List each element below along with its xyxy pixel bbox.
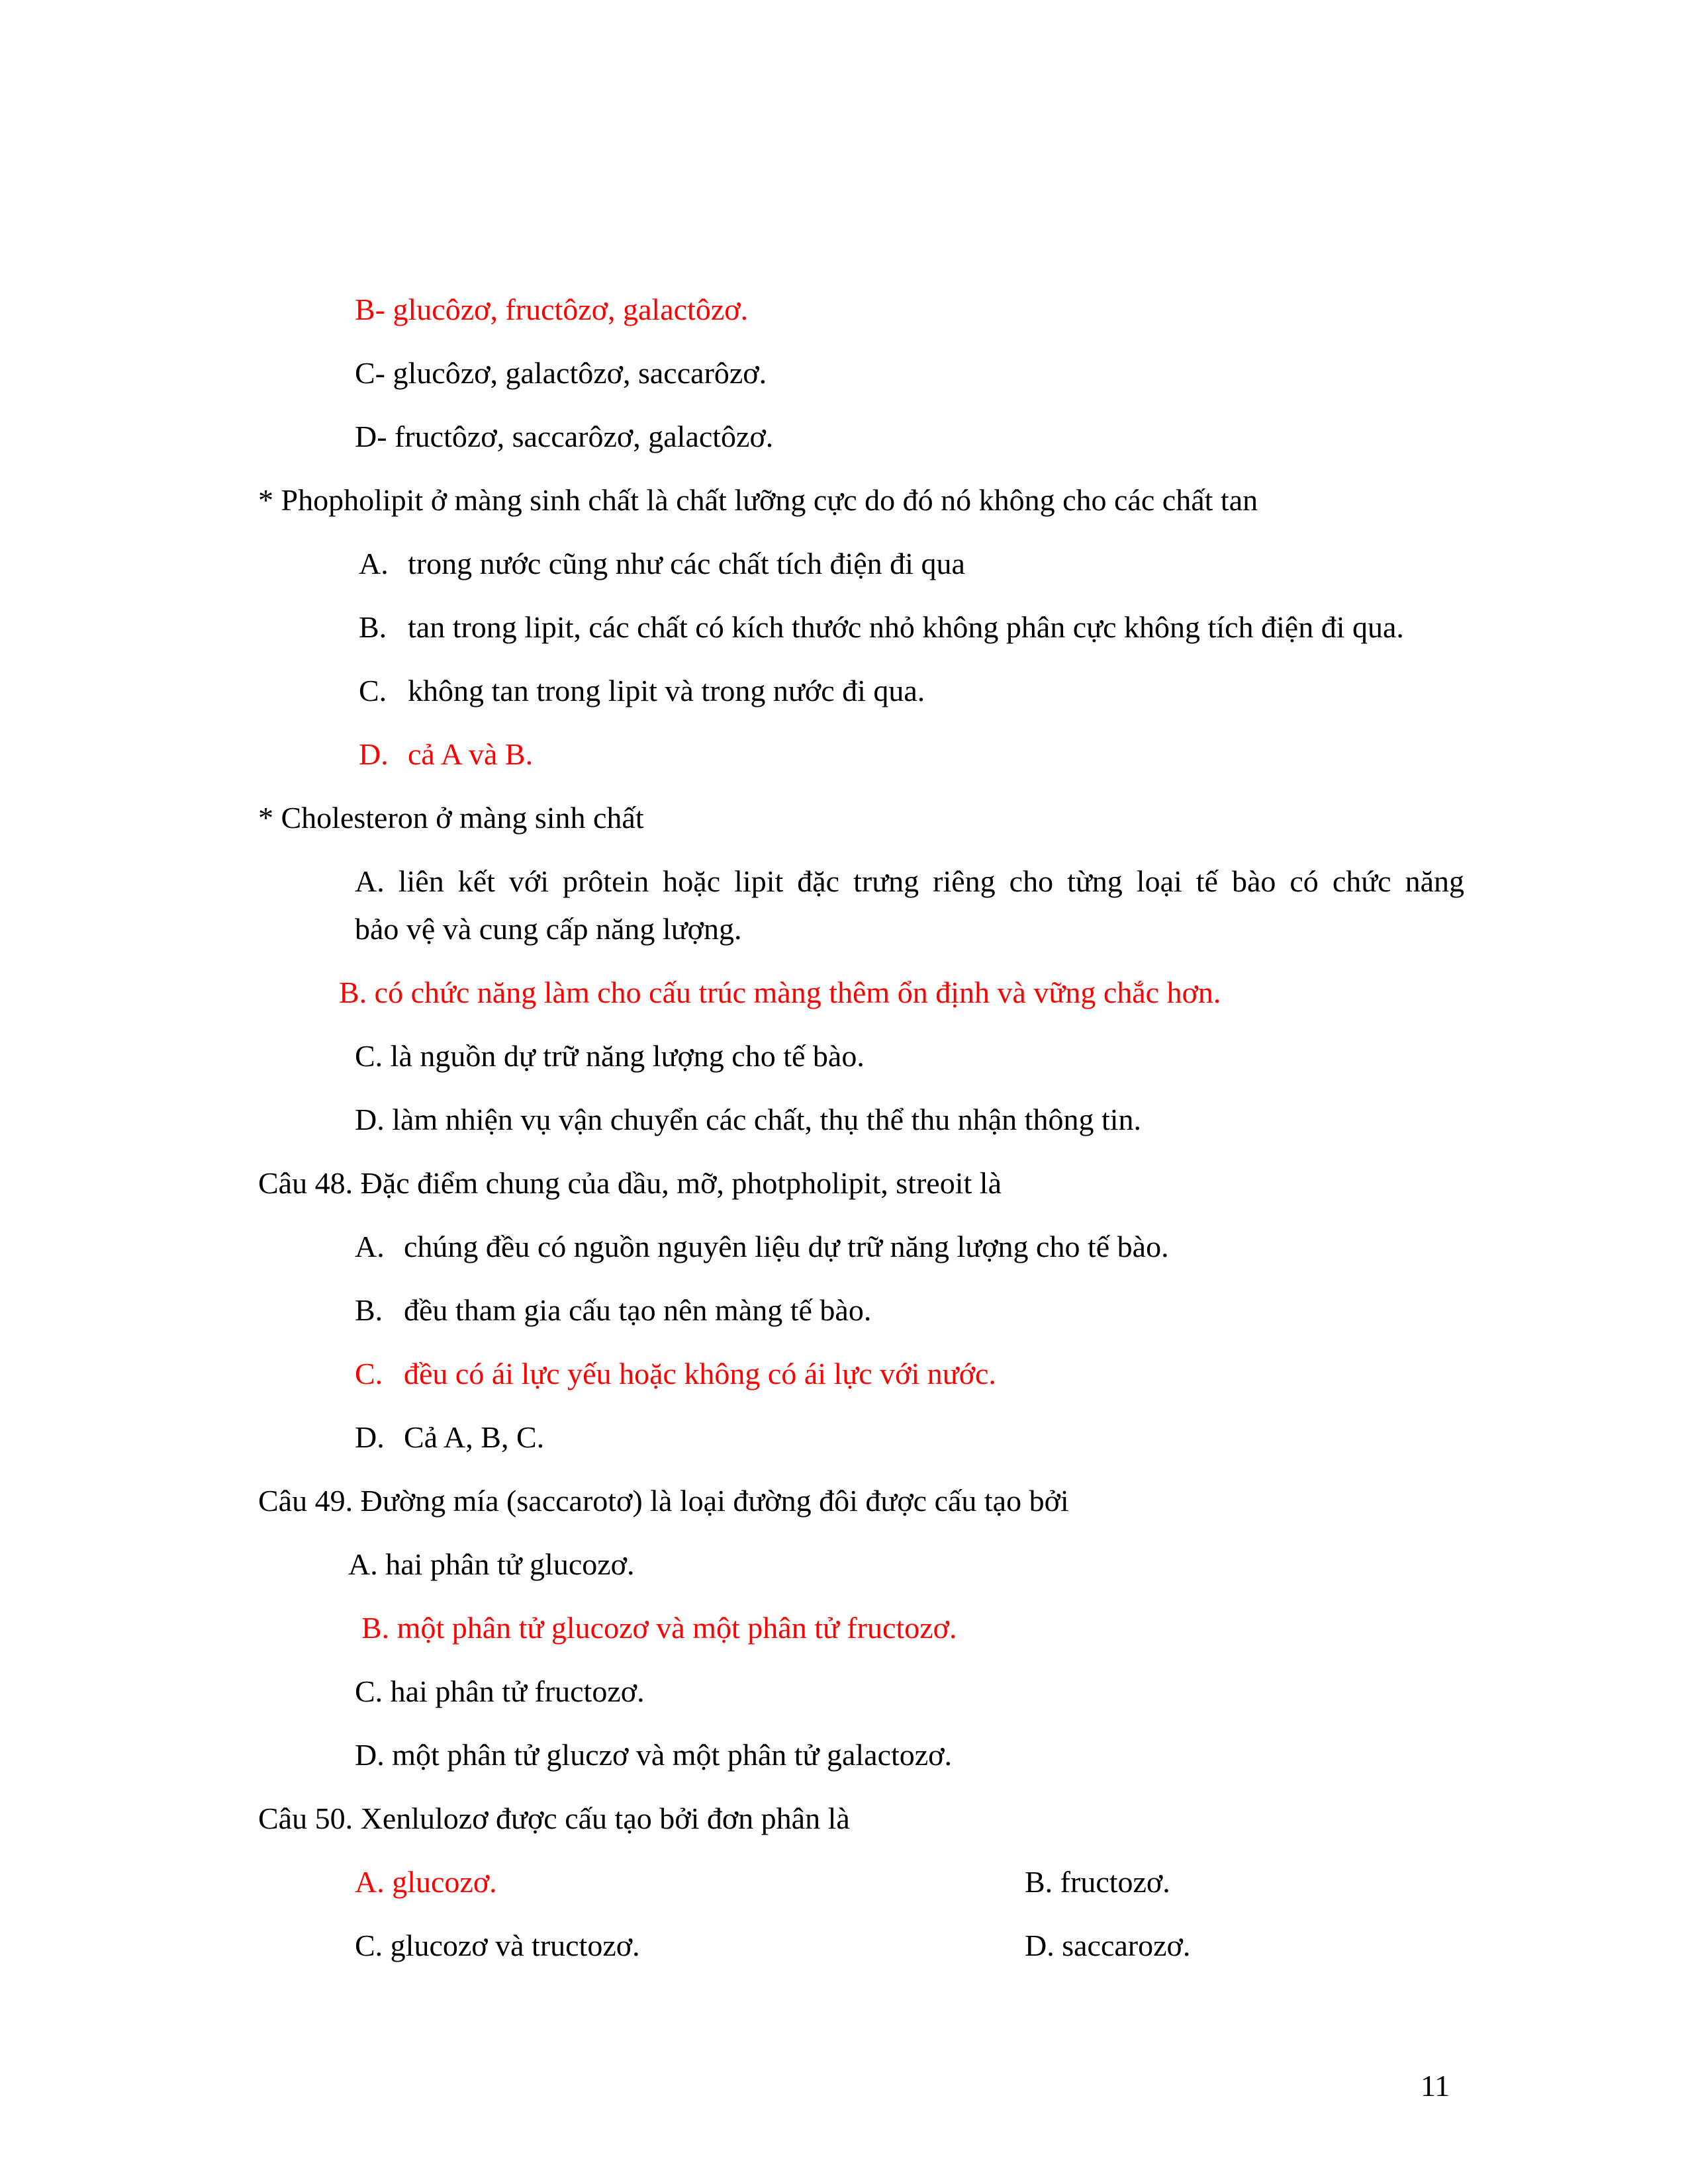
option-a-line2: bảo vệ và cung cấp năng lượng. xyxy=(355,912,742,946)
option-text: Cả A, B, C. xyxy=(404,1420,545,1454)
option-d xyxy=(355,1418,544,1457)
option-c: C. là nguồn dự trữ năng lượng cho tế bào. xyxy=(355,1039,865,1073)
option-label: A. xyxy=(355,1230,385,1263)
option-a xyxy=(359,544,965,584)
option-c: C. hai phân tử fructozơ. xyxy=(355,1674,645,1708)
option-d: D. saccarozơ. xyxy=(1025,1929,1191,1962)
option-c: C. glucozơ và tructozơ. xyxy=(355,1929,640,1962)
page-number: 11 xyxy=(1421,2069,1450,2103)
option-d: D. một phân tử gluczơ và một phân tử galactozơ. xyxy=(355,1738,953,1772)
option-text: tan trong lipit, các chất có kích thước nhỏ không phân cực không tích điện đi qua. xyxy=(408,610,1404,644)
option-a-line1: A. liên kết với prôtein hoặc lipit đặc trưng riêng cho từng loại tế bào có chức năng xyxy=(355,864,1464,898)
option-label: C. xyxy=(359,674,387,707)
question-phopholipit: * Phopholipit ở màng sinh chất là chất lưỡng cực do đó nó không cho các chất tan xyxy=(258,483,1258,517)
question-49: Câu 49. Đường mía (saccarotơ) là loại đường đôi được cấu tạo bởi xyxy=(258,1484,1069,1518)
option-d: D- fructôzơ, saccarôzơ, galactôzơ. xyxy=(355,420,774,453)
question-cholesteron: * Cholesteron ở màng sinh chất xyxy=(258,801,644,835)
option-c-correct xyxy=(355,1354,996,1394)
option-b-correct: B- glucôzơ, fructôzơ, galactôzơ. xyxy=(355,293,749,326)
option-text: trong nước cũng như các chất tích điện đi qua xyxy=(408,547,965,580)
question-50: Câu 50. Xenlulozơ được cấu tạo bởi đơn phân là xyxy=(258,1801,850,1835)
option-text: không tan trong lipit và trong nước đi qua. xyxy=(408,674,925,707)
option-d: D. làm nhiện vụ vận chuyển các chất, thụ thể thu nhận thông tin. xyxy=(355,1103,1142,1136)
option-c xyxy=(359,671,925,711)
option-label: B. xyxy=(355,1293,383,1327)
option-a: A. hai phân tử glucozơ. xyxy=(348,1547,635,1581)
option-c: C- glucôzơ, galactôzơ, saccarôzơ. xyxy=(355,356,767,390)
option-label: B. xyxy=(359,610,387,644)
question-48: Câu 48. Đặc điểm chung của dầu, mỡ, photpholipit, streoit là xyxy=(258,1166,1002,1200)
option-label: A. xyxy=(359,547,389,580)
option-b xyxy=(359,608,1404,647)
option-label: C. xyxy=(355,1357,383,1390)
option-b xyxy=(355,1291,871,1330)
option-text: đều tham gia cấu tạo nên màng tế bào. xyxy=(404,1293,872,1327)
option-text: cả A và B. xyxy=(408,737,534,771)
option-text: chúng đều có nguồn nguyên liệu dự trữ năng lượng cho tế bào. xyxy=(404,1230,1169,1263)
option-a xyxy=(355,1227,1169,1267)
option-d-correct xyxy=(359,735,533,774)
option-label: D. xyxy=(359,737,389,771)
option-text: đều có ái lực yếu hoặc không có ái lực với nước. xyxy=(404,1357,996,1390)
option-b: B. fructozơ. xyxy=(1025,1865,1170,1899)
option-label: D. xyxy=(355,1420,385,1454)
option-b-correct: B. một phân tử glucozơ và một phân tử fructozơ. xyxy=(361,1611,957,1645)
option-a-correct: A. glucozơ. xyxy=(355,1865,497,1899)
option-b-correct: B. có chức năng làm cho cấu trúc màng thêm ổn định và vững chắc hơn. xyxy=(339,976,1221,1009)
